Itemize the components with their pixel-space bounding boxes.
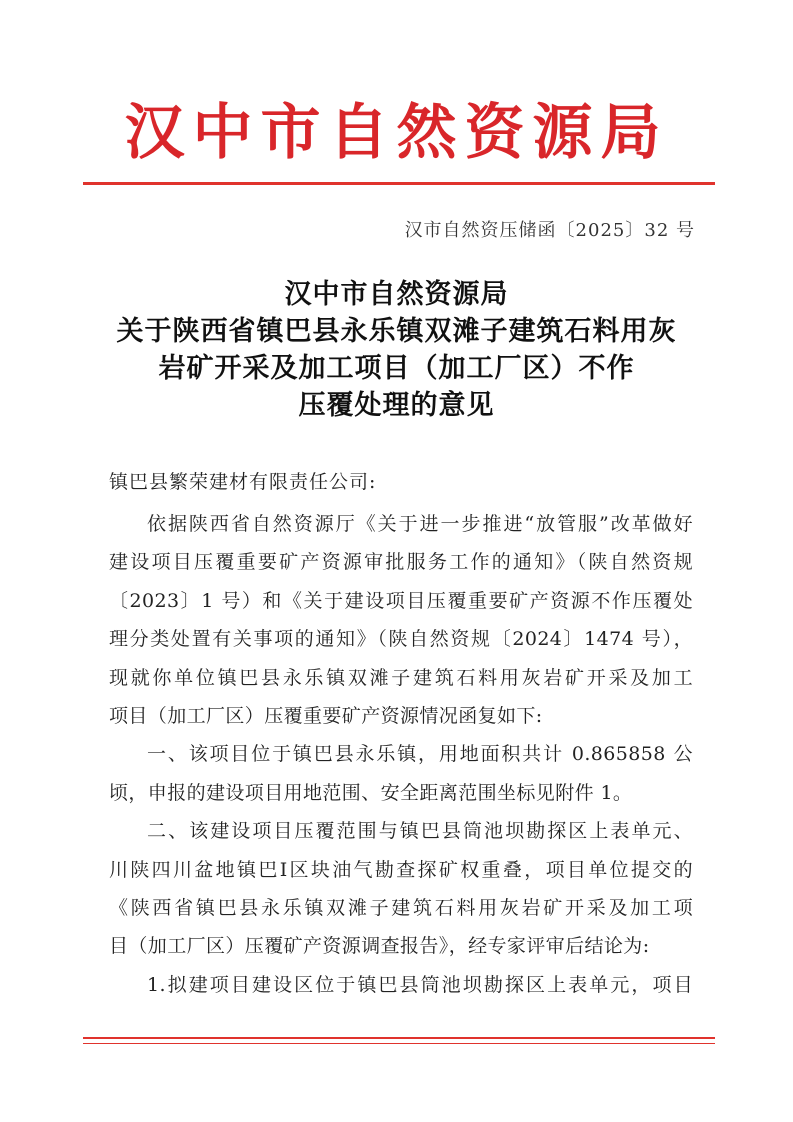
body-line: 二、该建设项目压覆范围与镇巴县筒池坝勘探区上表单元、 (147, 820, 693, 843)
body-line: 顷，申报的建设项目用地范围、安全距离范围坐标见附件 1。 (109, 781, 633, 804)
document-number: 汉市自然资压储函〔2025〕32 号 (404, 220, 695, 241)
body-line: 川陕四川盆地镇巴Ⅰ区块油气勘查探矿权重叠，项目单位提交的 (109, 858, 693, 881)
recipient: 镇巴县繁荣建材有限责任公司: (109, 471, 377, 493)
body-line: 1.拟建项目建设区位于镇巴县筒池坝勘探区上表单元，项目 (147, 973, 693, 996)
document-title (0, 276, 793, 424)
footer-rule (83, 1037, 715, 1039)
body-line: 现就你单位镇巴县永乐镇双滩子建筑石料用灰岩矿开采及加工 (109, 666, 693, 689)
letterhead-title: 汉中市自然资源局 (124, 98, 669, 168)
body-line: 建设项目压覆重要矿产资源审批服务工作的通知》（陕自然资规 (109, 551, 693, 574)
title-line: 关于陕西省镇巴县永乐镇双滩子建筑石料用灰 (116, 316, 677, 347)
body-line: 目（加工厂区）压覆矿产资源调查报告》，经专家评审后结论为: (109, 935, 650, 958)
letterhead-rule (83, 182, 715, 185)
body-line: 《陕西省镇巴县永乐镇双滩子建筑石料用灰岩矿开采及加工项 (109, 897, 693, 920)
body-line: 理分类处置有关事项的通知》（陕自然资规〔2024〕1474 号）， (109, 628, 693, 651)
body-text (109, 505, 693, 1004)
body-line: 项目（加工厂区）压覆重要矿产资源情况函复如下: (109, 705, 543, 728)
body-line: 依据陕西省自然资源厅《关于进一步推进“放管服”改革做好 (147, 513, 693, 535)
title-line: 汉中市自然资源局 (284, 279, 509, 310)
body-line: 〔2023〕1 号）和《关于建设项目压覆重要矿产资源不作压覆处 (109, 589, 693, 612)
footer-rule (83, 1043, 715, 1044)
title-line: 压覆处理的意见 (298, 390, 495, 421)
title-line: 岩矿开采及加工项目（加工厂区）不作 (158, 353, 635, 384)
body-line: 一、该项目位于镇巴县永乐镇，用地面积共计 0.865858 公 (147, 743, 693, 766)
